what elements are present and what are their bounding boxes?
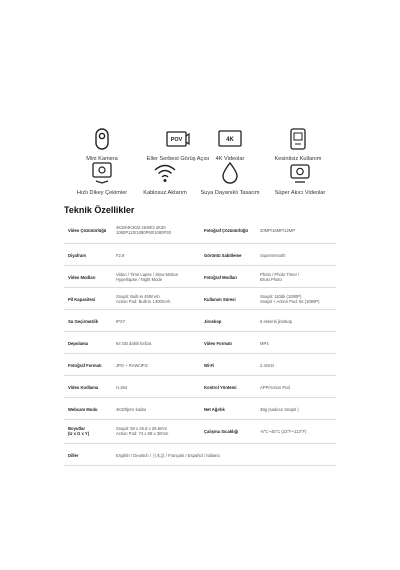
spec-value: APP/Action Pod — [260, 385, 290, 390]
spec-value: Video / Time Lapse / Slow Motion Hyperlapse / Night Mode — [116, 272, 179, 282]
spec-value: Snapit: 110dk (1080P) Snapit + Action Pod: 6s (1080P) — [260, 294, 320, 304]
feature-label: Kesintisiz Kullanım — [274, 156, 322, 162]
mini-camera-icon — [90, 128, 114, 150]
spec-row — [64, 376, 336, 398]
spec-key: Video Çözünürlüğü — [68, 228, 107, 233]
spec-row — [64, 354, 336, 376]
spec-value: IPX7 — [116, 319, 126, 324]
spec-value: JPG + RAW/JPG — [116, 363, 148, 368]
spec-key: Boyutlar (U x G x Y) — [68, 426, 90, 436]
spec-value: Photo / Photo Timer / Brust Photo — [260, 272, 300, 282]
spec-key: Fotoğraf Formatı — [68, 363, 102, 368]
spec-value: English / Deutsch / 日本語 / Français / Español / Italiano — [116, 453, 220, 458]
spec-row — [64, 332, 336, 354]
feature-label: 4K Videolar — [215, 156, 245, 162]
spec-key: Pil Kapasitesi — [68, 297, 96, 302]
spec-key: Fotoğraf Modları — [204, 275, 238, 280]
spec-key: Jiroskop — [204, 319, 222, 324]
spec-value: F2.8 — [116, 253, 125, 258]
spec-key: Diller — [68, 453, 79, 458]
spec-row — [64, 288, 336, 310]
feature-label: Kablosuz Aktarım — [143, 190, 187, 196]
stabilization-icon — [288, 162, 312, 184]
vertical-shooting-icon — [90, 162, 114, 184]
spec-value: SuperSmooth — [260, 253, 286, 258]
spec-value: H.264 — [116, 385, 128, 390]
feature-continuous — [248, 128, 348, 162]
spec-key: Wi-Fi — [204, 363, 215, 368]
spec-value: 64 GB dahili hafıza — [116, 341, 152, 346]
spec-key: Video Kodlama — [68, 385, 99, 390]
spec-key: Video Modları — [68, 275, 96, 280]
spec-value: 4K30/4K30/2.2K60/2.2K30 1080P120/1080P60/1080P30 — [116, 225, 171, 235]
section-title: Teknik Özellikler — [64, 205, 135, 215]
spec-value: 20MP/16MP/12MP — [260, 228, 296, 233]
4k-icon — [218, 128, 242, 150]
spec-key: Çalışma Sıcaklığı — [204, 429, 239, 434]
spec-row — [64, 420, 336, 444]
water-drop-icon — [218, 162, 242, 184]
spec-key: Fotoğraf Çözünürlüğü — [204, 228, 248, 233]
feature-label: Mini Kamera — [86, 156, 118, 162]
pov-icon-text: POV — [170, 137, 183, 143]
spec-key: Kontrol Yöntemi — [204, 385, 237, 390]
specs-table — [64, 222, 336, 466]
phone-record-icon — [286, 128, 310, 150]
spec-row — [64, 444, 336, 466]
spec-row — [64, 266, 336, 288]
spec-key: Video Formatı — [204, 341, 232, 346]
spec-value: 6 eksenli jiroskop — [260, 319, 293, 324]
spec-row — [64, 244, 336, 266]
spec-value: 2.4GHz — [260, 363, 275, 368]
feature-label: Eller Serbest Görüş Açısı — [146, 156, 210, 162]
spec-key: Webcam Modu — [68, 407, 98, 412]
spec-row — [64, 310, 336, 332]
spec-value: -5°C~45°C (23°F~113°F) — [260, 429, 307, 434]
spec-row — [64, 222, 336, 244]
spec-value: Snapit: 58 x 26.8 x 25.9mm Action Pod: 74 x 58 x 30mm — [116, 426, 169, 436]
4k-icon-text: 4K — [226, 137, 234, 143]
spec-value: Snapit: Built-in 450mAh Action Pod: Built-in 1400mAh — [116, 294, 171, 304]
feature-smooth-video — [250, 162, 350, 196]
spec-value: 38g (sadece Snapit ) — [260, 407, 299, 412]
spec-key: Su Geçirmezlik — [68, 319, 99, 324]
spec-key: Depolama — [68, 341, 89, 346]
spec-value: MP4 — [260, 341, 269, 346]
spec-key: Görüntü Sabitleme — [204, 253, 242, 258]
spec-key: Net Ağırlık — [204, 407, 225, 412]
spec-key: Diyafram — [68, 253, 86, 258]
feature-label: Süper Akıcı Videolar — [274, 190, 326, 196]
feature-label: Suya Dayanıklı Tasarım — [200, 190, 260, 196]
feature-label: Hızlı Dikey Çekimler — [76, 190, 128, 196]
spec-value: 4K30fps'e kadar — [116, 407, 147, 412]
wifi-icon — [153, 162, 177, 184]
spec-key: Kullanım Süresi — [204, 297, 236, 302]
spec-row — [64, 398, 336, 420]
